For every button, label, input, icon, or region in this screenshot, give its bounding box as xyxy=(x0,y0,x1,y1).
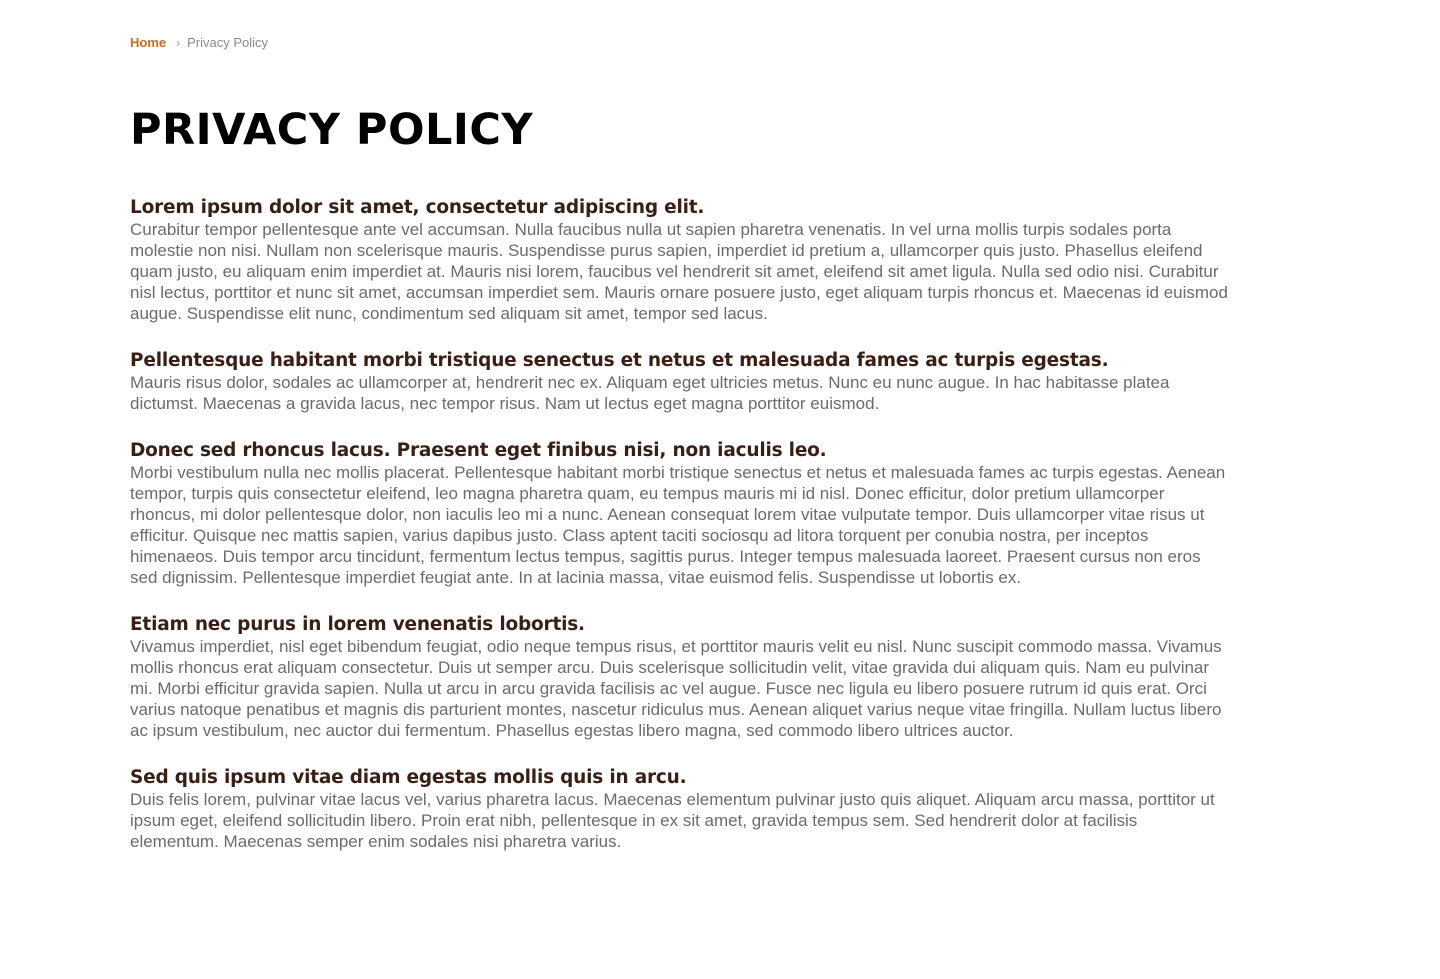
page-title: PRIVACY POLICY xyxy=(130,105,534,155)
policy-section xyxy=(130,767,1230,852)
section-body: Mauris risus dolor, sodales ac ullamcorper at, hendrerit nec ex. Aliquam eget ultricies metus. Nunc eu nunc augue. In hac habitasse platea dictumst. Maecenas a gravida lacus, nec tempor risus. Nam ut lectus eget magna porttitor euismod. xyxy=(130,373,1170,413)
policy-section xyxy=(130,350,1230,414)
section-heading: Sed quis ipsum vitae diam egestas mollis quis in arcu. xyxy=(130,767,687,788)
breadcrumb-separator-icon: › xyxy=(176,36,181,50)
section-heading: Lorem ipsum dolor sit amet, consectetur adipiscing elit. xyxy=(130,197,705,218)
breadcrumb xyxy=(130,34,268,52)
policy-sections xyxy=(130,197,1230,878)
section-body: Curabitur tempor pellentesque ante vel accumsan. Nulla faucibus nulla ut sapien pharetra venenatis. In vel urna mollis turpis sodales porta molestie non nisi. Nullam non scelerisque mauris. Suspendisse purus sapien, imperdiet id pretium a, ullamcorper quis justo. Phasellus eleifend quam justo, eu aliquam enim imperdiet at. Mauris nisi lorem, faucibus vel hendrerit sit amet, eleifend sit amet ligula. Nulla sed odio nisi. Curabitur nisl lectus, porttitor et nunc sit amet, accumsan imperdiet sem. Mauris ornare posuere justo, eget aliquam turpis rhoncus et. Maecenas id euismod augue. Suspendisse elit nunc, condimentum sed aliquam sit amet, tempor sed lacus. xyxy=(130,220,1228,323)
section-body: Morbi vestibulum nulla nec mollis placerat. Pellentesque habitant morbi tristique senectus et netus et malesuada fames ac turpis egestas. Aenean tempor, turpis quis consectetur eleifend, leo magna pharetra quam, eu tempus mauris mi id nisl. Donec efficitur, dolor pretium ullamcorper rhoncus, mi dolor pellentesque dolor, non iaculis leo mi a nunc. Aenean consequat lorem vitae vulputate tempor. Duis ullamcorper vitae risus ut efficitur. Quisque nec mattis sapien, varius dapibus justo. Class aptent taciti sociosqu ad litora torquent per conubia nostra, per inceptos himenaeos. Duis tempor arcu tincidunt, fermentum lectus tempus, sagittis purus. Integer tempus malesuada laoreet. Praesent cursus non eros sed dignissim. Pellentesque imperdiet feugiat ante. In at lacinia massa, vitae euismod felis. Suspendisse ut lobortis ex. xyxy=(130,463,1226,587)
policy-section xyxy=(130,614,1230,741)
breadcrumb-home-link[interactable]: Home xyxy=(130,35,167,50)
section-body: Vivamus imperdiet, nisl eget bibendum feugiat, odio neque tempus risus, et porttitor mauris velit eu nisl. Nunc suscipit commodo massa. Vivamus mollis rhoncus erat aliquam consectetur. Duis ut semper arcu. Duis scelerisque sollicitudin velit, vitae gravida dui aliquam quis. Nam eu pulvinar mi. Morbi efficitur gravida sapien. Nulla ut arcu in arcu gravida facilisis ac vel augue. Fusce nec ligula eu libero posuere rutrum id quis erat. Orci varius natoque penatibus et magnis dis parturient montes, nascetur ridiculus mus. Aenean aliquet varius neque vitae fringilla. Nullam luctus libero ac ipsum vestibulum, nec auctor dui fermentum. Phasellus egestas libero magna, sed commodo libero ultrices auctor. xyxy=(130,637,1222,740)
section-heading: Pellentesque habitant morbi tristique senectus et netus et malesuada fames ac turpis egestas. xyxy=(130,350,1109,371)
policy-section xyxy=(130,440,1230,588)
policy-section xyxy=(130,197,1230,324)
breadcrumb-current: Privacy Policy xyxy=(187,35,269,50)
section-heading: Donec sed rhoncus lacus. Praesent eget finibus nisi, non iaculis leo. xyxy=(130,440,827,461)
section-body: Duis felis lorem, pulvinar vitae lacus vel, varius pharetra lacus. Maecenas elementum pulvinar justo quis aliquet. Aliquam arcu massa, porttitor ut ipsum eget, eleifend sollicitudin libero. Proin erat nibh, pellentesque in ex sit amet, gravida tempus sem. Sed hendrerit dolor at facilisis elementum. Maecenas semper enim sodales nisi pharetra varius. xyxy=(130,790,1215,851)
section-heading: Etiam nec purus in lorem venenatis lobortis. xyxy=(130,614,585,635)
